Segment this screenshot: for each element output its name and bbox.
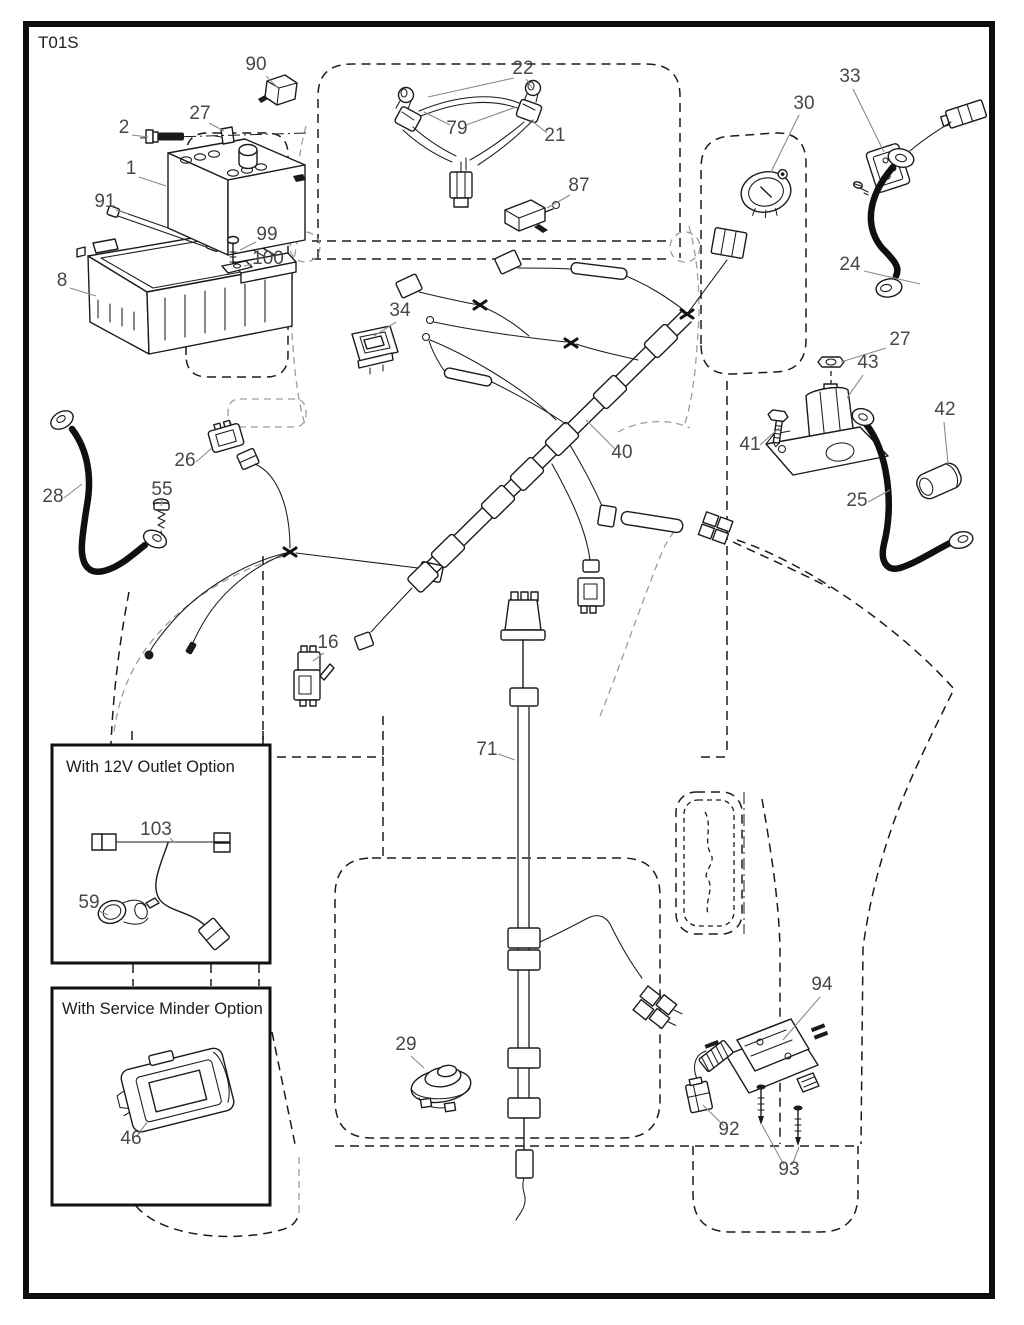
part-label-79: 79: [446, 118, 468, 139]
part-label-90: 90: [245, 54, 267, 75]
part-label-93: 93: [778, 1159, 800, 1180]
switch-16: [294, 646, 334, 706]
part-label-2: 2: [118, 117, 130, 138]
part-label-24: 24: [839, 254, 861, 275]
option-box-12v-title: With 12V Outlet Option: [66, 758, 235, 776]
leader-line-94: [783, 997, 820, 1040]
part-label-25: 25: [846, 490, 868, 511]
part-label-1: 1: [125, 158, 137, 179]
switch-34: [352, 326, 398, 374]
part-label-22: 22: [512, 58, 534, 79]
part-label-87: 87: [568, 175, 590, 196]
leader-line-87: [547, 195, 570, 208]
leader-line-1: [139, 177, 166, 186]
ignition-switch-30: [737, 167, 795, 221]
part-label-71: 71: [476, 739, 498, 760]
part-label-27: 27: [189, 103, 211, 124]
seat-switch-wire-71: [501, 592, 686, 1220]
part-label-29: 29: [395, 1034, 417, 1055]
part-label-94: 94: [811, 974, 833, 995]
plug-switch: [578, 578, 604, 613]
part-label-34: 34: [389, 300, 411, 321]
part-label-100: 100: [252, 248, 284, 269]
harness-branch-wires-left: [145, 552, 444, 660]
leader-line-27: [209, 123, 224, 131]
leader-line-71: [498, 754, 515, 760]
option-box-12v-outlet: [52, 745, 270, 963]
leader-line-30: [771, 115, 799, 172]
part-label-8: 8: [56, 270, 68, 291]
part-label-41: 41: [739, 434, 761, 455]
leader-line-26: [196, 448, 212, 462]
leader-line-33: [853, 89, 884, 152]
leader-line-42: [944, 422, 948, 464]
part-label-26: 26: [174, 450, 196, 471]
solenoid-nut-27: [818, 357, 844, 367]
part-label-43: 43: [857, 352, 879, 373]
ground-cable-24: [871, 100, 987, 300]
horn-29: [409, 1064, 473, 1112]
part-label-33: 33: [839, 66, 861, 87]
diagram-id: T01S: [38, 33, 79, 52]
part-label-46: 46: [120, 1128, 142, 1149]
option-box-service-minder: [52, 988, 270, 1205]
connector-92: [684, 1040, 733, 1113]
leader-line-79: [466, 107, 516, 125]
leader-line-43: [847, 375, 863, 398]
battery: [168, 127, 306, 255]
terminal-boot-42: [914, 460, 965, 502]
part-label-30: 30: [793, 93, 815, 114]
part-label-92: 92: [718, 1119, 740, 1140]
part-label-42: 42: [934, 399, 956, 420]
part-label-27: 27: [889, 329, 911, 350]
relay-90: [258, 75, 297, 105]
part-label-91: 91: [94, 191, 116, 212]
part-label-55: 55: [151, 479, 173, 500]
part-label-28: 28: [42, 486, 64, 507]
fuse-26: [206, 418, 290, 548]
part-label-99: 99: [256, 224, 278, 245]
leader-line-29: [411, 1056, 424, 1068]
part-label-16: 16: [317, 632, 339, 653]
option-box-service-title: With Service Minder Option: [62, 1000, 263, 1018]
headlight-harness: [394, 81, 542, 208]
part-label-59: 59: [78, 892, 100, 913]
connector-4way-lower: [631, 984, 686, 1037]
leader-line-22: [428, 78, 514, 97]
part-label-40: 40: [611, 442, 633, 463]
main-harness-40: [354, 227, 747, 650]
gear-gate-silhouette: [676, 792, 744, 934]
part-label-21: 21: [544, 125, 566, 146]
part-label-103: 103: [140, 819, 172, 840]
leader-line-28: [64, 484, 82, 498]
